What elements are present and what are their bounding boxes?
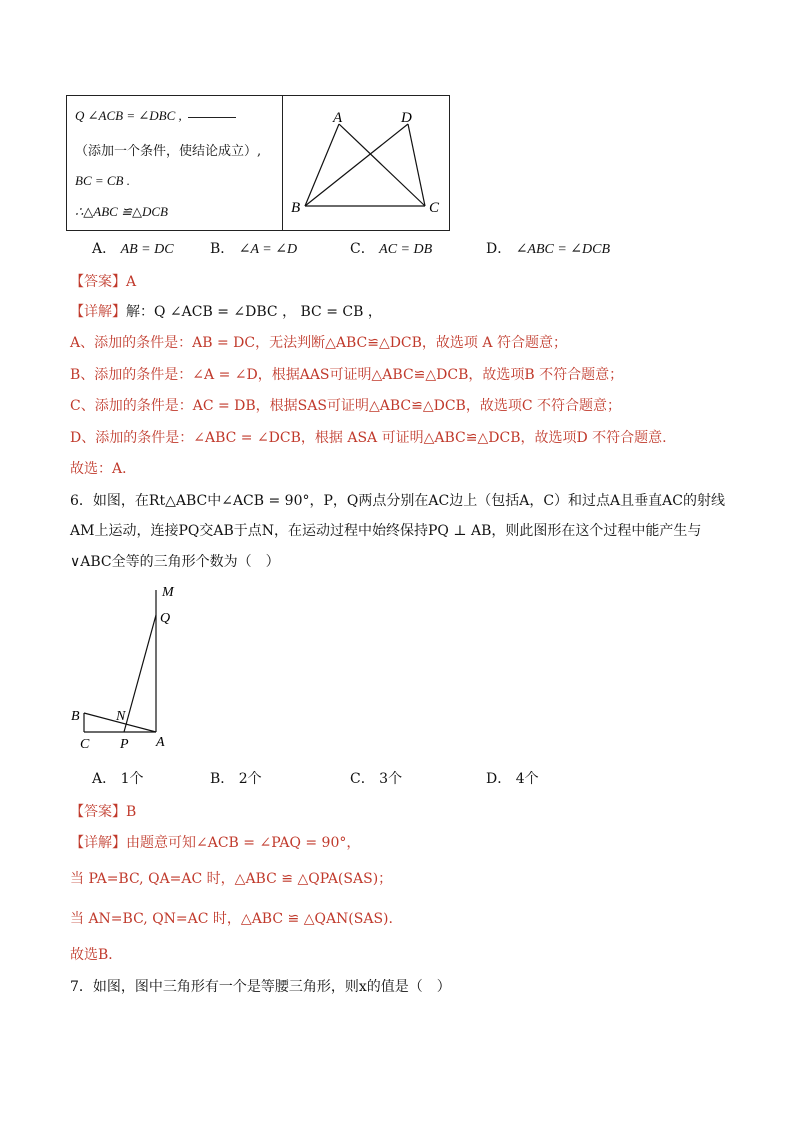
- box-line-common-side: BC = CB .: [75, 173, 130, 188]
- problem5-given-box: [66, 95, 450, 231]
- problem6-stem-line1: 6．如图，在Rt△ABC中∠ACB = 90°，P，Q两点分别在AC边上（包括A，C）和过点A且垂直AC的射线: [70, 493, 725, 509]
- label-B: B: [291, 200, 301, 216]
- segment-BD: [305, 124, 408, 206]
- box-line-note: （添加一个条件，使结论成立）,: [75, 144, 262, 159]
- label-B6: B: [71, 709, 80, 724]
- option-b: B． ∠A = ∠D: [210, 241, 298, 257]
- label-P: P: [120, 737, 129, 752]
- option-c: C． AC = DB: [350, 241, 433, 257]
- box-line-conclusion: ∴△ABC ≌△DCB: [75, 204, 168, 219]
- label-A6: A: [156, 735, 165, 750]
- explain-5-line-d: D、添加的条件是：∠ABC = ∠DCB，根据 ASA 可证明△ABC≌△DCB，故选项D 不符合题意.: [70, 430, 667, 446]
- answer-6: 【答案】B: [70, 804, 137, 820]
- segment-DC: [408, 124, 425, 206]
- problem6-stem-line3: ∨ABC全等的三角形个数为（ ）: [70, 554, 280, 570]
- option-a: A． AB = DC: [92, 241, 174, 257]
- explain-6-case1: 当 PA=BC, QA=AC 时，△ABC ≌ △QPA(SAS)；: [70, 871, 393, 887]
- label-Q: Q: [160, 611, 171, 626]
- problem6-figure: [64, 580, 194, 755]
- label-D: D: [401, 110, 412, 126]
- segment-AC: [339, 124, 425, 206]
- option6-b: B． 2个: [210, 771, 262, 787]
- box-line-given: Q ∠ACB = ∠DBC ,: [75, 108, 236, 124]
- conclusion-6: 故选B．: [70, 947, 123, 963]
- option6-c: C． 3个: [350, 771, 403, 787]
- answer-blank: [188, 116, 236, 118]
- explain-5-line-b: B、添加的条件是：∠A = ∠D，根据AAS可证明△ABC≌△DCB，故选项B 不符合题意；: [70, 367, 624, 383]
- segment-BA: [305, 124, 339, 206]
- label-A: A: [333, 110, 343, 126]
- problem7-stem: 7．如图，图中三角形有一个是等腰三角形，则x的值是（ ）: [70, 979, 451, 995]
- explain-5-line-c: C、添加的条件是：AC = DB，根据SAS可证明△ABC≌△DCB，故选项C 不符合题意；: [70, 398, 621, 414]
- label-C: C: [429, 200, 440, 216]
- explain-5-intro: 【详解】解：Q ∠ACB = ∠DBC ， BC = CB ，: [70, 304, 382, 320]
- problem6-stem-line2: AM上运动，连接PQ交AB于点N，在运动过程中始终保持PQ ⊥ AB，则此图形在这个过程中能产生与: [70, 523, 702, 539]
- option6-a: A． 1个: [92, 771, 144, 787]
- segment-PQ: [124, 615, 156, 732]
- option-d: D． ∠ABC = ∠DCB: [486, 241, 611, 257]
- label-C6: C: [80, 737, 90, 752]
- explain-5-line-a: A、添加的条件是：AB = DC，无法判断△ABC≌△DCB，故选项 A 符合题意；: [70, 335, 567, 351]
- problem5-figure: [283, 96, 450, 230]
- explain-6-case2: 当 AN=BC, QN=AC 时，△ABC ≌ △QAN(SAS).: [70, 911, 393, 927]
- conclusion-5: 故选：A．: [70, 461, 137, 477]
- label-M: M: [162, 585, 174, 600]
- answer-5: 【答案】A: [70, 274, 137, 290]
- option6-d: D． 4个: [486, 771, 539, 787]
- label-N: N: [116, 709, 126, 724]
- explain-6-intro: 【详解】由题意可知∠ACB = ∠PAQ = 90°，: [70, 835, 361, 851]
